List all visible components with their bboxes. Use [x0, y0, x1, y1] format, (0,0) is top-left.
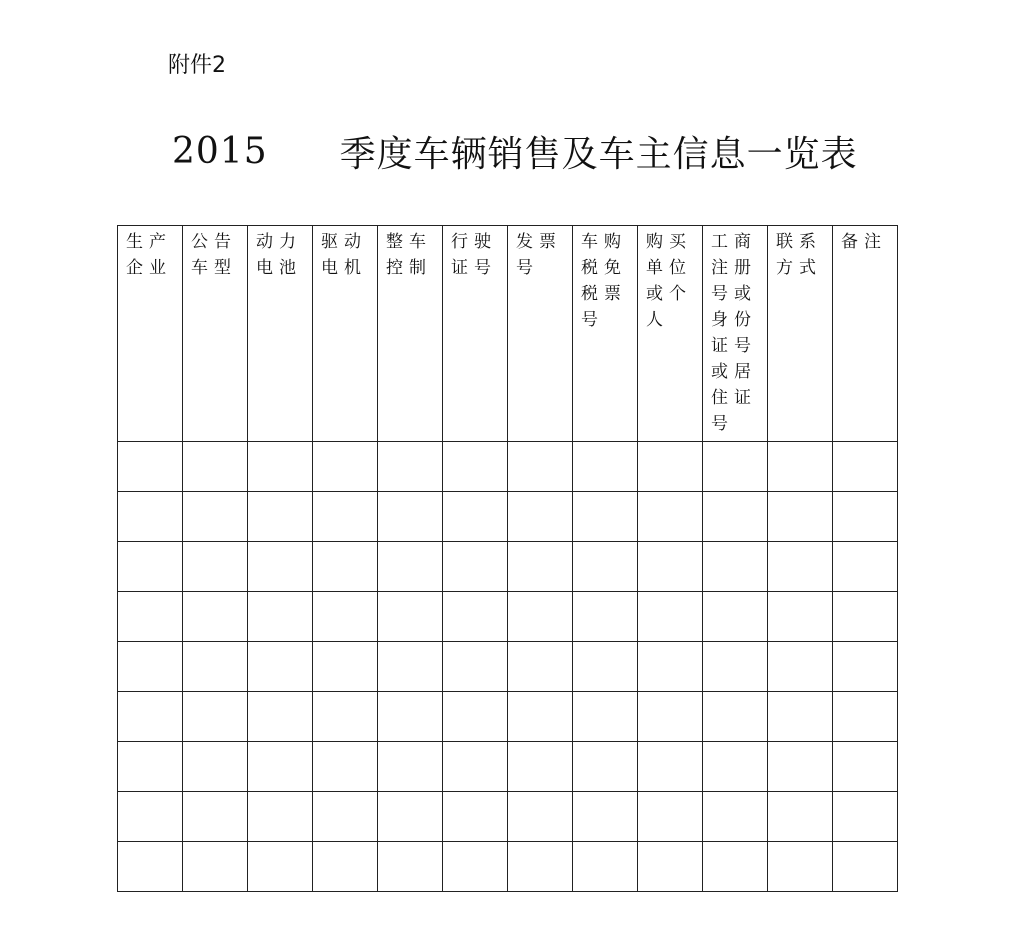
table-cell — [638, 792, 703, 842]
table-cell — [378, 542, 443, 592]
table-cell — [248, 542, 313, 592]
table-cell — [313, 542, 378, 592]
table-cell — [443, 542, 508, 592]
table-cell — [833, 442, 898, 492]
table-cell — [508, 542, 573, 592]
header-cell — [248, 226, 313, 442]
table-cell — [768, 492, 833, 542]
header-cell — [573, 226, 638, 442]
table-cell — [703, 792, 768, 842]
table-cell — [248, 692, 313, 742]
table-cell — [833, 542, 898, 592]
table-cell — [833, 742, 898, 792]
table-cell — [833, 492, 898, 542]
table-cell — [703, 642, 768, 692]
header-registration-id: 工商注册号或身份证号或居住证号 — [711, 232, 757, 434]
table-cell — [508, 742, 573, 792]
table-cell — [443, 642, 508, 692]
table-cell — [443, 692, 508, 742]
table-cell — [378, 442, 443, 492]
table-cell — [573, 742, 638, 792]
vehicle-sales-table — [117, 225, 898, 892]
table-cell — [768, 542, 833, 592]
table-cell — [703, 592, 768, 642]
table-cell — [768, 842, 833, 892]
table-cell — [118, 592, 183, 642]
table-cell — [248, 842, 313, 892]
table-cell — [638, 442, 703, 492]
table-cell — [313, 842, 378, 892]
title-year: 2015 — [172, 130, 268, 172]
table-cell — [183, 842, 248, 892]
table-cell — [768, 592, 833, 642]
table-cell — [703, 742, 768, 792]
table-cell — [183, 442, 248, 492]
table-cell — [638, 542, 703, 592]
table-cell — [638, 592, 703, 642]
header-cell — [833, 226, 898, 442]
table-cell — [443, 742, 508, 792]
table-cell — [443, 492, 508, 542]
table-cell — [118, 542, 183, 592]
header-motor: 驱动电机 — [321, 232, 367, 278]
table-row — [118, 742, 898, 792]
table-cell — [183, 742, 248, 792]
table-cell — [378, 692, 443, 742]
table-cell — [768, 642, 833, 692]
table-cell — [638, 642, 703, 692]
table-row — [118, 442, 898, 492]
header-cell — [703, 226, 768, 442]
table-cell — [833, 842, 898, 892]
table-body — [118, 442, 898, 892]
header-contact: 联系方式 — [776, 232, 822, 278]
table-cell — [183, 792, 248, 842]
header-model: 公告车型 — [191, 232, 237, 278]
table-cell — [313, 492, 378, 542]
table-cell — [768, 742, 833, 792]
table-cell — [768, 792, 833, 842]
document-title — [172, 126, 858, 176]
table-cell — [443, 442, 508, 492]
header-cell — [378, 226, 443, 442]
table-cell — [508, 642, 573, 692]
table-cell — [183, 692, 248, 742]
table-cell — [118, 842, 183, 892]
table-cell — [313, 592, 378, 642]
table-row — [118, 842, 898, 892]
header-cell — [183, 226, 248, 442]
table-cell — [573, 842, 638, 892]
table-cell — [768, 692, 833, 742]
table-cell — [248, 642, 313, 692]
table-row — [118, 692, 898, 742]
table-cell — [508, 692, 573, 742]
header-cell — [638, 226, 703, 442]
table-cell — [183, 642, 248, 692]
table-cell — [638, 692, 703, 742]
table-cell — [378, 742, 443, 792]
table-row — [118, 792, 898, 842]
table-cell — [703, 692, 768, 742]
table-cell — [573, 492, 638, 542]
header-cell — [313, 226, 378, 442]
table-cell — [248, 442, 313, 492]
header-cell — [508, 226, 573, 442]
title-text: 季度车辆销售及车主信息一览表 — [339, 133, 858, 175]
table-cell — [118, 442, 183, 492]
table-cell — [118, 692, 183, 742]
table-cell — [573, 442, 638, 492]
table-cell — [248, 492, 313, 542]
table-cell — [638, 842, 703, 892]
header-cell — [443, 226, 508, 442]
table-cell — [118, 642, 183, 692]
table-cell — [313, 692, 378, 742]
table-cell — [833, 642, 898, 692]
header-license-number: 行驶证号 — [451, 232, 497, 278]
attachment-label: 附件2 — [168, 53, 226, 78]
table-cell — [443, 792, 508, 842]
table-row — [118, 642, 898, 692]
table-cell — [703, 492, 768, 542]
table-cell — [313, 742, 378, 792]
table-cell — [833, 692, 898, 742]
table-cell — [833, 592, 898, 642]
table-cell — [443, 592, 508, 642]
table-cell — [378, 842, 443, 892]
header-buyer: 购买单位或个人 — [646, 232, 692, 330]
header-cell — [118, 226, 183, 442]
table-cell — [378, 792, 443, 842]
table-cell — [638, 492, 703, 542]
table-cell — [378, 592, 443, 642]
table-cell — [508, 442, 573, 492]
table-cell — [573, 692, 638, 742]
table-cell — [833, 792, 898, 842]
table-cell — [313, 442, 378, 492]
table-cell — [378, 642, 443, 692]
table-cell — [573, 642, 638, 692]
table-cell — [313, 642, 378, 692]
table-row — [118, 542, 898, 592]
table-cell — [768, 442, 833, 492]
table-cell — [183, 592, 248, 642]
table-cell — [703, 842, 768, 892]
header-row — [118, 226, 898, 442]
header-tax-exemption-number: 车购税免税票号 — [581, 232, 627, 330]
table-cell — [508, 492, 573, 542]
table-cell — [508, 592, 573, 642]
table-row — [118, 592, 898, 642]
table-cell — [638, 742, 703, 792]
table-cell — [118, 492, 183, 542]
header-battery: 动力电池 — [256, 232, 302, 278]
table-cell — [703, 442, 768, 492]
table-cell — [248, 792, 313, 842]
table-cell — [248, 742, 313, 792]
table-cell — [703, 542, 768, 592]
table-cell — [443, 842, 508, 892]
table-cell — [313, 792, 378, 842]
table-cell — [118, 742, 183, 792]
table-cell — [378, 492, 443, 542]
table-cell — [573, 592, 638, 642]
header-vehicle-control: 整车控制 — [386, 232, 432, 278]
header-manufacturer: 生产企业 — [126, 232, 172, 278]
table-cell — [508, 792, 573, 842]
table-cell — [573, 542, 638, 592]
header-cell — [768, 226, 833, 442]
table-cell — [573, 792, 638, 842]
header-remarks: 备注 — [841, 232, 887, 252]
table-cell — [248, 592, 313, 642]
table-row — [118, 492, 898, 542]
table-cell — [508, 842, 573, 892]
header-invoice-number: 发票号 — [516, 232, 562, 278]
table-cell — [183, 492, 248, 542]
table-cell — [118, 792, 183, 842]
table-cell — [183, 542, 248, 592]
